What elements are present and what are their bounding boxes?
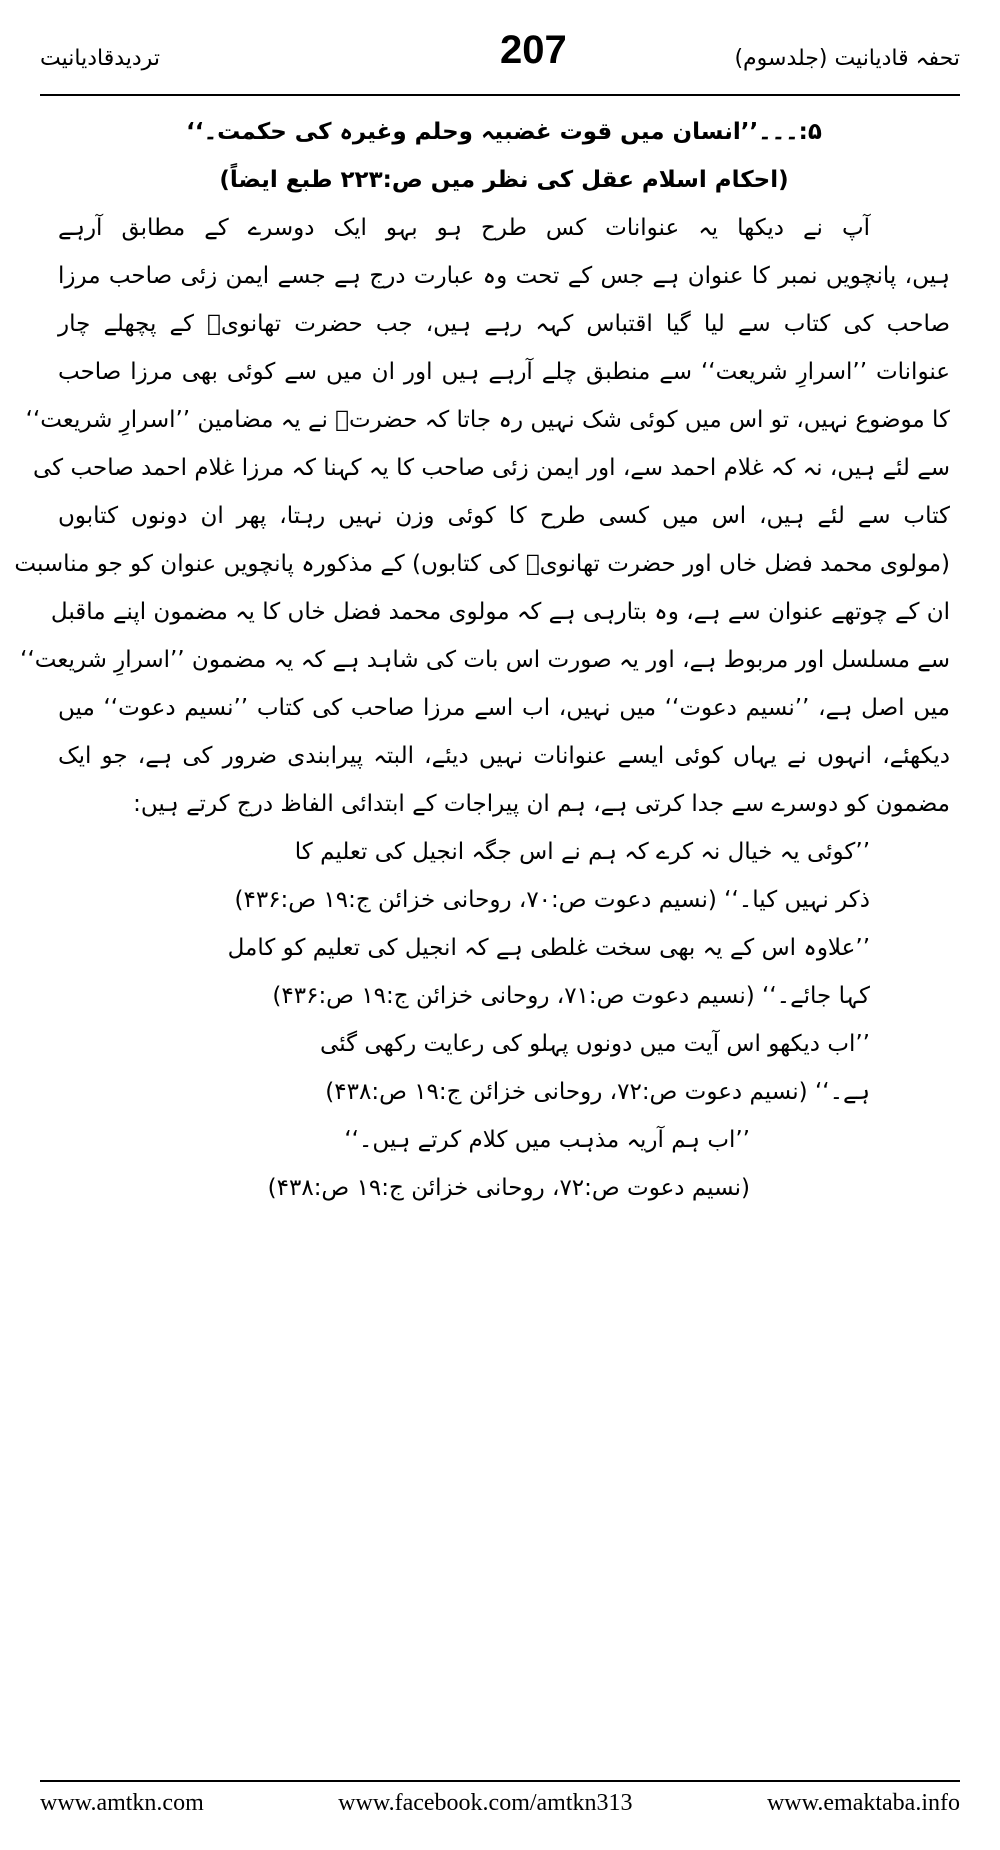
quote-line: ’’اب دیکھو اس آیت میں دونوں پہلو کی رعایت رکھی گئی <box>320 1031 870 1057</box>
page-body <box>14 108 950 1212</box>
footer-link-amtkn: www.amtkn.com <box>40 1790 204 1816</box>
quote-reference: ہے۔‘‘ (نسیم دعوت ص:۷۲، روحانی خزائن ج:۱۹ ص:۴۳۸) <box>325 1079 870 1105</box>
footer-link-emaktaba: www.emaktaba.info <box>766 1790 960 1816</box>
quote-line: ’’علاوہ اس کے یہ بھی سخت غلطی ہے کہ انجیل کی تعلیم کو کامل <box>227 935 870 961</box>
paragraph-line: کتاب سے لئے ہیں، اس میں کسی طرح کا کوئی وزن نہیں رہتا، پھر ان دونوں کتابوں <box>58 503 950 529</box>
paragraph-line: آپ نے دیکھا یہ عنوانات کس طرح ہو بہو ایک دوسرے کے مطابق آرہے <box>58 215 870 241</box>
paragraph-line: سے مسلسل اور مربوط ہے، اور یہ صورت اس بات کی شاہد ہے کہ یہ مضمون ’’اسرارِ شریعت‘‘ <box>20 647 950 673</box>
quote-line: ’’کوئی یہ خیال نہ کرے کہ ہم نے اس جگہ انجیل کی تعلیم کا <box>294 839 870 865</box>
footer-divider <box>40 1780 960 1782</box>
section-heading: ۵:۔۔۔’’انسان میں قوت غضبیہ وحلم وغیرہ کی حکمت۔‘‘ <box>186 119 822 145</box>
paragraph-line: سے لئے ہیں، نہ کہ غلام احمد سے، اور ایمن زئی صاحب کا یہ کہنا کہ مرزا غلام احمد صاحب کی <box>33 455 950 481</box>
quote-reference: کہا جائے۔‘‘ (نسیم دعوت ص:۷۱، روحانی خزائن ج:۱۹ ص:۴۳۶) <box>272 983 870 1009</box>
header-book-subtitle: تردیدقادیانیت <box>40 46 160 71</box>
paragraph-line: ہیں، پانچویں نمبر کا عنوان ہے جس کے تحت وہ عبارت درج ہے جسے ایمن زئی صاحب مرزا <box>58 263 950 289</box>
paragraph-line: عنوانات ’’اسرارِ شریعت‘‘ سے منطبق چلے آرہے ہیں اور ان میں سے کوئی بھی مرزا صاحب <box>58 359 950 385</box>
paragraph-line: مضمون کو دوسرے سے جدا کرتی ہے، ہم ان پیراجات کے ابتدائی الفاظ درج کرتے ہیں: <box>133 791 950 817</box>
footer-link-facebook: www.facebook.com/amtkn313 <box>338 1790 633 1816</box>
paragraph-line: ان کے چوتھے عنوان سے ہے، وہ بتارہی ہے کہ مولوی محمد فضل خاں کا یہ مضمون اپنے ماقبل <box>50 599 950 625</box>
page-header <box>40 28 960 88</box>
quote-line: ’’اب ہم آریہ مذہب میں کلام کرتے ہیں۔‘‘ <box>344 1127 750 1153</box>
paragraph-line: دیکھئے، انہوں نے یہاں کوئی ایسے عنوانات نہیں دیئے، البتہ پیرابندی ضرور کی ہے، جو ایک <box>58 743 950 769</box>
page-footer <box>40 1790 960 1830</box>
header-divider <box>40 94 960 96</box>
paragraph-line: میں اصل ہے، ’’نسیم دعوت‘‘ میں نہیں، اب اسے مرزا صاحب کی کتاب ’’نسیم دعوت‘‘ میں <box>58 695 950 721</box>
quote-reference: (نسیم دعوت ص:۷۲، روحانی خزائن ج:۱۹ ص:۴۳۸) <box>267 1175 750 1201</box>
heading-reference: (احکام اسلام عقل کی نظر میں ص:۲۲۳ طبع ایضاً) <box>219 167 789 193</box>
paragraph-line: (مولوی محمد فضل خاں اور حضرت تھانویؒ کی کتابوں) کے مذکورہ پانچویں عنوان کو جو مناسبت <box>14 551 950 577</box>
paragraph-line: کا موضوع نہیں، تو اس میں کوئی شک نہیں رہ جاتا کہ حضرتؒ نے یہ مضامین ’’اسرارِ شریعت‘‘ <box>25 407 950 433</box>
quote-reference: ذکر نہیں کیا۔‘‘ (نسیم دعوت ص:۷۰، روحانی خزائن ج:۱۹ ص:۴۳۶) <box>234 887 870 913</box>
paragraph-line: صاحب کی کتاب سے لیا گیا اقتباس کہہ رہے ہیں، جب حضرت تھانویؒ کے پچھلے چار <box>58 311 950 337</box>
header-book-title: تحفہ قادیانیت (جلدسوم) <box>734 46 960 71</box>
page-number: 207 <box>500 28 567 72</box>
